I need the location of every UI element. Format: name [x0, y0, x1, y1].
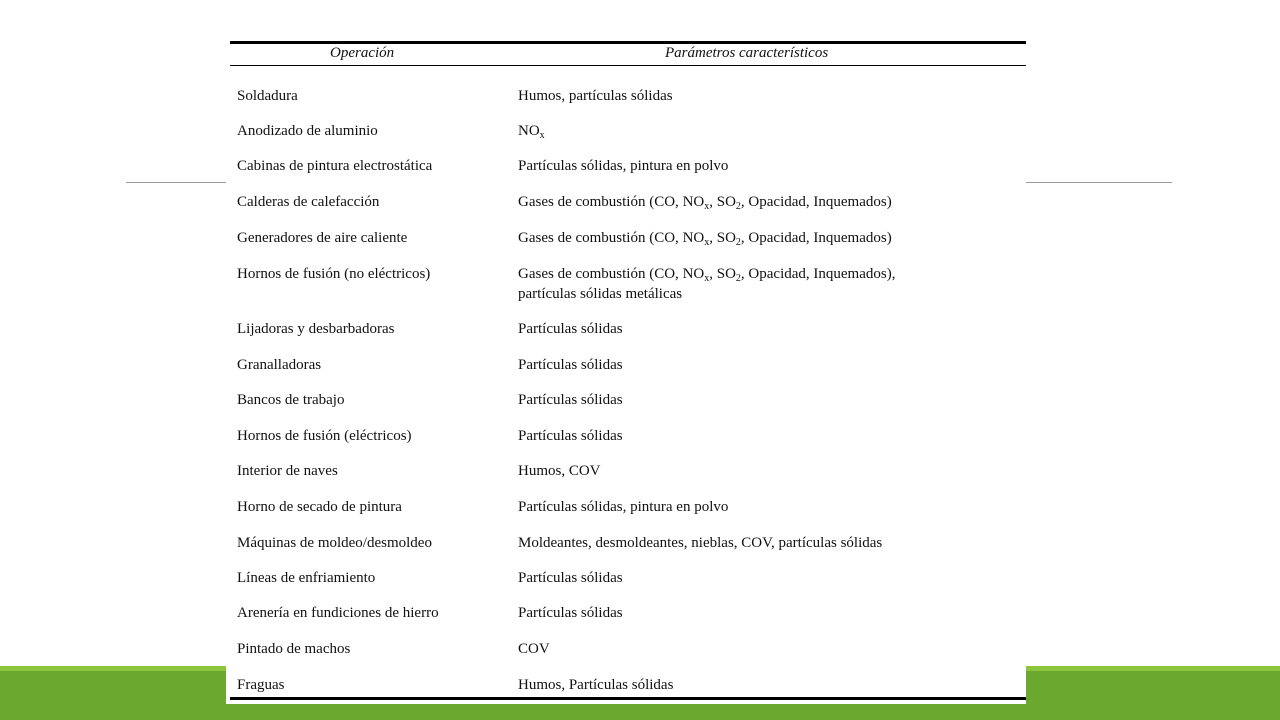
header-operation: Operación [330, 45, 395, 61]
operation-cell: Hornos de fusión (eléctricos) [237, 428, 412, 444]
parameters-line: Partículas sólidas [518, 392, 623, 408]
parameters-line: Gases de combustión (CO, $NO_x$, $SO_2$, Opacidad, Inquemados) [518, 230, 892, 248]
table-header-rule [230, 65, 1026, 66]
table-top-rule [230, 41, 1026, 44]
parameters-cell [518, 121, 1018, 141]
slide-divider-left [126, 182, 230, 183]
parameters-cell [518, 319, 1018, 339]
operation-cell: Interior de naves [237, 463, 338, 479]
operation-cell: Máquinas de moldeo/desmoldeo [237, 535, 432, 551]
parameters-cell [518, 426, 1018, 446]
parameters-line: Partículas sólidas [518, 570, 623, 586]
parameters-cell [518, 461, 1018, 481]
parameters-cell [518, 568, 1018, 588]
operation-cell: Horno de secado de pintura [237, 499, 402, 515]
operation-cell: Anodizado de aluminio [237, 123, 378, 139]
parameters-cell [518, 603, 1018, 623]
parameters-line: Moldeantes, desmoldeantes, nieblas, COV, partículas sólidas [518, 535, 883, 551]
operation-cell: Soldadura [237, 88, 298, 104]
operation-cell: Líneas de enfriamiento [237, 570, 376, 586]
parameters-cell [518, 192, 1018, 212]
operation-cell: Calderas de calefacción [237, 194, 380, 210]
operation-cell: Lijadoras y desbarbadoras [237, 321, 395, 337]
parameters-cell [518, 264, 1018, 304]
parameters-table [226, 36, 1026, 704]
operation-cell: Granalladoras [237, 357, 322, 373]
operation-cell: Bancos de trabajo [237, 392, 345, 408]
table-bottom-rule [230, 697, 1026, 700]
parameters-line: Humos, partículas sólidas [518, 88, 673, 104]
parameters-cell [518, 355, 1018, 375]
parameters-cell [518, 228, 1018, 248]
parameters-line: $NO_x$ [518, 123, 545, 141]
parameters-line: Partículas sólidas, pintura en polvo [518, 158, 729, 174]
parameters-cell [518, 497, 1018, 517]
operation-cell: Cabinas de pintura electrostática [237, 158, 433, 174]
parameters-cell [518, 533, 1018, 553]
parameters-line: partículas sólidas metálicas [518, 286, 683, 302]
parameters-line: COV [518, 641, 550, 657]
parameters-line: Gases de combustión (CO, $NO_x$, $SO_2$, Opacidad, Inquemados) [518, 194, 892, 212]
parameters-line: Partículas sólidas [518, 357, 623, 373]
parameters-line: Partículas sólidas, pintura en polvo [518, 499, 729, 515]
slide-divider-right [1024, 182, 1172, 183]
parameters-line: Partículas sólidas [518, 605, 623, 621]
operation-cell: Arenería en fundiciones de hierro [237, 605, 439, 621]
operation-cell: Fraguas [237, 677, 285, 693]
parameters-cell [518, 639, 1018, 659]
operation-cell: Generadores de aire caliente [237, 230, 408, 246]
parameters-line: Humos, COV [518, 463, 601, 479]
parameters-line: Partículas sólidas [518, 428, 623, 444]
parameters-line: Humos, Partículas sólidas [518, 677, 674, 693]
parameters-cell [518, 86, 1018, 106]
parameters-cell [518, 156, 1018, 176]
operation-cell: Hornos de fusión (no eléctricos) [237, 266, 431, 282]
parameters-cell [518, 390, 1018, 410]
parameters-line: Partículas sólidas [518, 321, 623, 337]
header-parameters: Parámetros característicos [665, 45, 829, 61]
operation-cell: Pintado de machos [237, 641, 351, 657]
parameters-cell [518, 675, 1018, 695]
parameters-line: Gases de combustión (CO, $NO_x$, $SO_2$, Opacidad, Inquemados), [518, 266, 896, 284]
